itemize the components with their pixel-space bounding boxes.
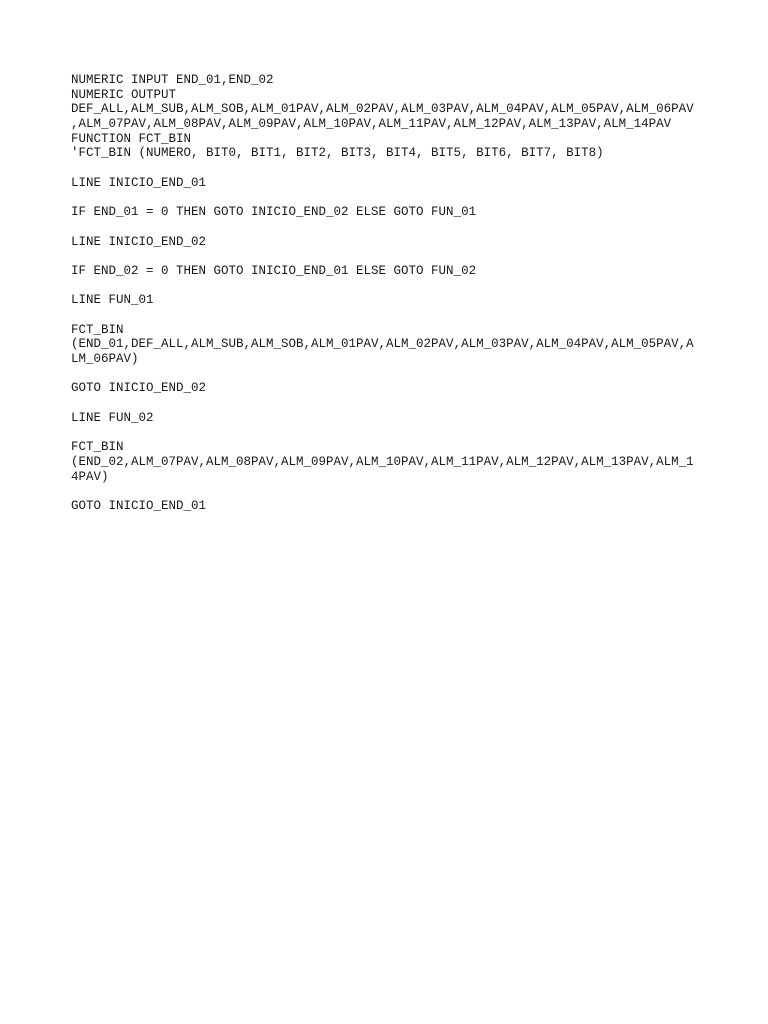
code-line: NUMERIC INPUT END_01,END_02 [71,73,274,87]
code-line: (END_01,DEF_ALL,ALM_SUB,ALM_SOB,ALM_01PAV,ALM_02PAV,ALM_03PAV,ALM_04PAV,ALM_05PAV,A [71,337,694,352]
code-line: DEF_ALL,ALM_SUB,ALM_SOB,ALM_01PAV,ALM_02PAV,ALM_03PAV,ALM_04PAV,ALM_05PAV,ALM_06PAV [71,102,694,117]
blank-line [71,220,701,235]
code-line: NUMERIC OUTPUT [71,87,177,102]
code-line: IF END_02 = 0 THEN GOTO INICIO_END_01 ELSE GOTO FUN_02 [71,263,477,278]
code-line: LM_06PAV) [71,352,139,367]
document-page [71,73,701,514]
blank-line [71,426,701,441]
blank-line [71,161,701,176]
code-line: (END_02,ALM_07PAV,ALM_08PAV,ALM_09PAV,ALM_10PAV,ALM_11PAV,ALM_12PAV,ALM_13PAV,ALM_1 [71,454,694,469]
code-line: LINE FUN_01 [71,293,154,308]
blank-line [71,279,701,294]
blank-line [71,484,701,499]
code-line: GOTO INICIO_END_02 [71,381,207,396]
code-line: ,ALM_07PAV,ALM_08PAV,ALM_09PAV,ALM_10PAV,ALM_11PAV,ALM_12PAV,ALM_13PAV,ALM_14PAV [71,117,672,132]
code-line: 'FCT_BIN (NUMERO, BIT0, BIT1, BIT2, BIT3, BIT4, BIT5, BIT6, BIT7, BIT8) [71,146,604,161]
blank-line [71,308,701,323]
code-line: LINE FUN_02 [71,410,154,425]
code-line: LINE INICIO_END_02 [71,234,207,249]
blank-line [71,249,701,264]
blank-line [71,191,701,206]
code-line: 4PAV) [71,469,109,484]
code-line: LINE INICIO_END_01 [71,175,207,190]
blank-line [71,396,701,411]
blank-line [71,367,701,382]
code-line: GOTO INICIO_END_01 [71,498,207,513]
code-line: IF END_01 = 0 THEN GOTO INICIO_END_02 ELSE GOTO FUN_01 [71,205,477,220]
code-line: FCT_BIN [71,322,124,337]
code-line: FCT_BIN [71,440,124,455]
code-line: FUNCTION FCT_BIN [71,131,192,146]
